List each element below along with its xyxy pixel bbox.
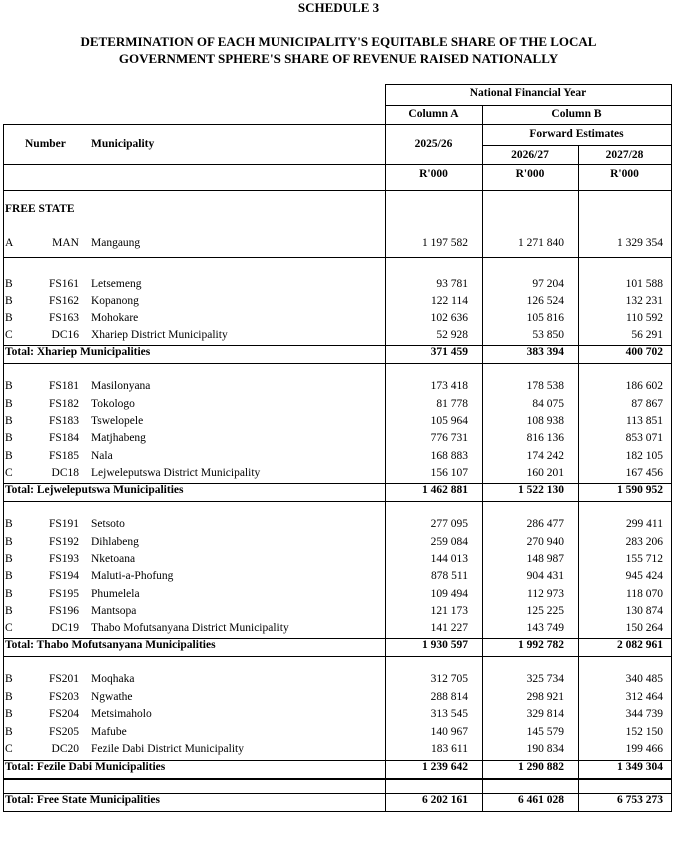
municipality-number: FS181: [48, 380, 79, 392]
value-2025-26: 81 778: [436, 398, 468, 410]
total-row-label: Total: Xhariep Municipalities: [5, 346, 151, 358]
value-2027-28: 101 588: [625, 278, 663, 290]
municipality-number: DC20: [51, 743, 79, 755]
value-2027-28: 853 071: [625, 432, 663, 444]
category-code: C: [5, 622, 13, 634]
column-rule: [671, 84, 672, 811]
value-2027-28: 130 874: [625, 605, 663, 617]
number-header: Number: [25, 138, 66, 150]
municipality-number: FS194: [48, 570, 79, 582]
document-title-line-2: GOVERNMENT SPHERE'S SHARE OF REVENUE RAISED NATIONALLY: [118, 51, 559, 66]
category-code: B: [5, 570, 13, 582]
municipality-number: FS201: [48, 673, 79, 685]
year-2026-27-header: 2026/27: [511, 149, 549, 161]
header-rule: [3, 190, 672, 191]
value-2026-27: 816 136: [526, 432, 564, 444]
value-2026-27: 329 814: [526, 708, 564, 720]
municipality-name: Xhariep District Municipality: [91, 329, 228, 341]
document-title-line-1: DETERMINATION OF EACH MUNICIPALITY'S EQUITABLE SHARE OF THE LOCAL: [80, 34, 597, 49]
section-rule: [3, 501, 672, 502]
total-row-label: Total: Thabo Mofutsanyana Municipalities: [5, 639, 216, 651]
category-code: B: [5, 295, 13, 307]
value-2025-26: 878 511: [431, 570, 468, 582]
value-2026-27: 190 834: [526, 743, 564, 755]
total-value-2025-26: 6 202 161: [422, 794, 468, 806]
total-value-2026-27: 6 461 028: [518, 794, 564, 806]
category-code: B: [5, 673, 13, 685]
value-2025-26: 52 928: [436, 329, 468, 341]
total-value-2025-26: 371 459: [430, 346, 468, 358]
header-rule: [3, 164, 672, 165]
value-2027-28: 150 264: [625, 622, 663, 634]
total-value-2026-27: 1 522 130: [518, 484, 564, 496]
municipality-number: FS161: [48, 278, 79, 290]
category-code: B: [5, 432, 13, 444]
category-code: B: [5, 415, 13, 427]
value-2027-28: 182 105: [625, 450, 663, 462]
value-2027-28: 87 867: [631, 398, 663, 410]
section-rule: [3, 363, 672, 364]
value-2026-27: 143 749: [526, 622, 564, 634]
municipality-name: Mafube: [91, 726, 127, 738]
municipality-name: Mangaung: [91, 237, 141, 249]
value-2027-28: 199 466: [625, 743, 663, 755]
value-2027-28: 118 070: [626, 588, 663, 600]
header-rule: [385, 84, 672, 85]
unit-column-b1: R'000: [515, 168, 545, 180]
municipality-name: Phumelela: [91, 588, 140, 600]
municipality-name: Nala: [91, 450, 113, 462]
category-code: B: [5, 450, 13, 462]
year-2025-26-header: 2025/26: [414, 138, 453, 150]
value-2027-28: 155 712: [625, 553, 663, 565]
municipality-number: FS203: [48, 691, 79, 703]
municipality-name: Letsemeng: [91, 278, 142, 290]
value-2027-28: 113 851: [626, 415, 663, 427]
value-2025-26: 144 013: [430, 553, 468, 565]
value-2027-28: 299 411: [626, 518, 663, 530]
value-2025-26: 168 883: [430, 450, 468, 462]
value-2025-26: 312 705: [430, 673, 468, 685]
value-2025-26: 93 781: [436, 278, 468, 290]
municipality-number: FS183: [48, 415, 79, 427]
value-2025-26: 183 611: [431, 743, 468, 755]
national-financial-year-header: National Financial Year: [469, 87, 587, 99]
category-code: B: [5, 398, 13, 410]
municipality-name: Setsoto: [91, 518, 125, 530]
column-a-header: Column A: [408, 108, 459, 120]
value-2027-28: 340 485: [625, 673, 663, 685]
value-2025-26: 109 494: [430, 588, 468, 600]
municipality-number: FS196: [48, 605, 79, 617]
municipality-number: MAN: [52, 237, 79, 249]
value-2027-28: 312 464: [625, 691, 663, 703]
municipality-name: Matjhabeng: [91, 432, 146, 444]
value-2027-28: 186 602: [625, 380, 663, 392]
municipality-name: Nketoana: [91, 553, 136, 565]
municipality-name: Ngwathe: [91, 691, 133, 703]
total-row-label: Total: Free State Municipalities: [5, 794, 160, 806]
total-value-2025-26: 1 462 881: [422, 484, 468, 496]
municipality-name: Metsimaholo: [91, 708, 152, 720]
municipality-number: FS205: [48, 726, 79, 738]
total-value-2026-27: 383 394: [526, 346, 564, 358]
value-2027-28: 945 424: [625, 570, 663, 582]
column-rule: [385, 84, 386, 811]
total-value-2025-26: 1 930 597: [422, 639, 468, 651]
value-2026-27: 286 477: [526, 518, 564, 530]
municipality-name: Moqhaka: [91, 673, 135, 685]
category-code: B: [5, 380, 13, 392]
column-rule: [578, 145, 579, 811]
municipality-name: Fezile Dabi District Municipality: [91, 743, 244, 755]
value-2025-26: 1 197 582: [422, 237, 468, 249]
value-2026-27: 108 938: [526, 415, 564, 427]
total-value-2027-28: 1 590 952: [617, 484, 663, 496]
section-rule: [3, 779, 672, 780]
section-rule: [3, 257, 672, 258]
value-2026-27: 126 524: [526, 295, 564, 307]
total-rule-bottom: [3, 811, 672, 812]
unit-column-a: R'000: [419, 168, 448, 180]
total-value-2026-27: 1 992 782: [518, 639, 564, 651]
total-row-label: Total: Lejweleputswa Municipalities: [5, 484, 184, 496]
value-2025-26: 140 967: [430, 726, 468, 738]
value-2025-26: 173 418: [430, 380, 468, 392]
value-2026-27: 904 431: [526, 570, 564, 582]
value-2025-26: 105 964: [430, 415, 468, 427]
value-2026-27: 160 201: [526, 467, 564, 479]
municipality-name: Tswelopele: [91, 415, 144, 427]
column-b-header: Column B: [551, 108, 602, 120]
total-row-label: Total: Fezile Dabi Municipalities: [5, 761, 166, 773]
value-2026-27: 178 538: [526, 380, 564, 392]
value-2025-26: 776 731: [430, 432, 468, 444]
value-2025-26: 313 545: [430, 708, 468, 720]
value-2026-27: 298 921: [526, 691, 564, 703]
forward-estimates-header: Forward Estimates: [529, 128, 624, 140]
value-2026-27: 270 940: [526, 536, 564, 548]
municipality-number: FS204: [48, 708, 79, 720]
value-2027-28: 152 150: [625, 726, 663, 738]
value-2027-28: 132 231: [625, 295, 663, 307]
category-code: B: [5, 708, 13, 720]
value-2027-28: 56 291: [631, 329, 663, 341]
header-rule: [3, 124, 672, 125]
total-value-2026-27: 1 290 882: [518, 761, 564, 773]
municipality-name: Kopanong: [91, 295, 139, 307]
category-code: C: [5, 329, 13, 341]
category-code: B: [5, 726, 13, 738]
municipality-number: FS162: [48, 295, 79, 307]
value-2025-26: 277 095: [430, 518, 468, 530]
municipality-header: Municipality: [91, 138, 155, 150]
municipality-name: Dihlabeng: [91, 536, 139, 548]
municipality-number: DC18: [51, 467, 79, 479]
value-2026-27: 53 850: [532, 329, 564, 341]
value-2027-28: 110 592: [626, 312, 663, 324]
municipality-name: Mohokare: [91, 312, 139, 324]
value-2026-27: 125 225: [526, 605, 564, 617]
municipality-number: FS184: [48, 432, 79, 444]
category-code: B: [5, 278, 13, 290]
value-2025-26: 121 173: [430, 605, 468, 617]
category-code: B: [5, 536, 13, 548]
header-rule: [385, 105, 672, 106]
header-rule: [482, 145, 672, 146]
municipality-number: FS185: [48, 450, 79, 462]
value-2027-28: 283 206: [625, 536, 663, 548]
total-value-2027-28: 400 702: [625, 346, 663, 358]
value-2026-27: 84 075: [532, 398, 564, 410]
total-value-2025-26: 1 239 642: [422, 761, 468, 773]
municipality-number: DC16: [51, 329, 79, 341]
municipality-number: FS195: [48, 588, 79, 600]
value-2025-26: 288 814: [430, 691, 468, 703]
municipality-name: Thabo Mofutsanyana District Municipality: [91, 622, 289, 634]
year-2027-28-header: 2027/28: [605, 149, 644, 161]
section-rule: [3, 656, 672, 657]
total-value-2027-28: 1 349 304: [617, 761, 663, 773]
province-heading: FREE STATE: [5, 203, 75, 215]
column-rule: [482, 105, 483, 811]
category-code: C: [5, 467, 13, 479]
category-code: B: [5, 691, 13, 703]
municipality-number: FS192: [48, 536, 79, 548]
category-code: B: [5, 312, 13, 324]
value-2025-26: 102 636: [430, 312, 468, 324]
category-code: B: [5, 588, 13, 600]
value-2026-27: 112 973: [527, 588, 564, 600]
category-code: B: [5, 553, 13, 565]
value-2026-27: 148 987: [526, 553, 564, 565]
total-value-2027-28: 6 753 273: [617, 794, 663, 806]
category-code: B: [5, 518, 13, 530]
total-value-2027-28: 2 082 961: [617, 639, 663, 651]
value-2027-28: 344 739: [625, 708, 663, 720]
unit-column-b2: R'000: [610, 168, 639, 180]
value-2026-27: 105 816: [526, 312, 564, 324]
value-2026-27: 174 242: [526, 450, 564, 462]
column-rule: [3, 124, 4, 811]
municipality-number: FS163: [48, 312, 79, 324]
municipality-name: Mantsopa: [91, 605, 137, 617]
municipality-number: FS191: [48, 518, 79, 530]
category-code: B: [5, 605, 13, 617]
value-2026-27: 97 204: [532, 278, 564, 290]
municipality-number: FS182: [48, 398, 79, 410]
municipality-name: Maluti-a-Phofung: [91, 570, 174, 582]
value-2027-28: 1 329 354: [617, 237, 663, 249]
value-2025-26: 141 227: [430, 622, 468, 634]
value-2027-28: 167 456: [625, 467, 663, 479]
value-2026-27: 145 579: [526, 726, 564, 738]
municipality-name: Lejweleputswa District Municipality: [91, 467, 261, 479]
value-2025-26: 122 114: [431, 295, 468, 307]
value-2025-26: 156 107: [430, 467, 468, 479]
municipality-name: Masilonyana: [91, 380, 151, 392]
value-2025-26: 259 084: [430, 536, 468, 548]
value-2026-27: 1 271 840: [518, 237, 564, 249]
municipality-number: DC19: [51, 622, 79, 634]
municipality-name: Tokologo: [91, 398, 135, 410]
schedule-title: SCHEDULE 3: [297, 0, 380, 15]
value-2026-27: 325 734: [526, 673, 564, 685]
category-code: A: [5, 237, 14, 249]
category-code: C: [5, 743, 13, 755]
municipality-number: FS193: [48, 553, 79, 565]
